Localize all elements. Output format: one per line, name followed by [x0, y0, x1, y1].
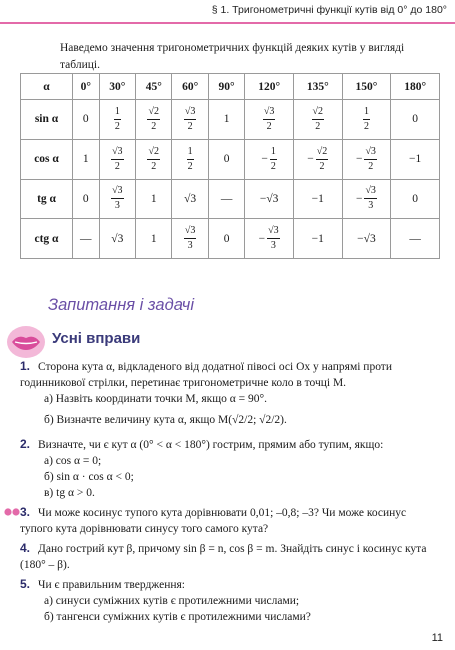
table-header-cell: α: [21, 74, 73, 100]
problem-statement: [20, 358, 440, 391]
fraction: [111, 147, 124, 172]
fraction: [263, 107, 276, 132]
problem-number: 4.: [20, 541, 31, 555]
table-cell: —: [208, 179, 244, 219]
fraction-denominator: 2: [266, 120, 272, 132]
fraction: [270, 147, 277, 172]
lips-icon: [6, 324, 46, 360]
table-cell: [172, 219, 208, 259]
table-cell: [342, 139, 391, 179]
table-cell: 1: [208, 100, 244, 140]
fraction-denominator: 2: [151, 120, 157, 132]
table-header-cell: 150°: [342, 74, 391, 100]
fraction: [364, 186, 377, 211]
table-cell: [136, 100, 172, 140]
fraction-denominator: 2: [187, 160, 193, 172]
fraction-numerator: 1: [187, 147, 194, 160]
problems-list: [20, 358, 440, 628]
oral-exercises-title: Усні вправи: [52, 330, 141, 347]
fraction-denominator: 3: [270, 240, 276, 252]
problem-number: 2.: [20, 437, 31, 451]
problem-item: [20, 576, 440, 625]
problem-statement: [20, 540, 440, 573]
function-name-cell: ctg α: [21, 219, 73, 259]
header-rule: [0, 22, 455, 24]
table-cell: −√3: [245, 179, 294, 219]
problem-statement: [20, 504, 440, 537]
table-header-row: [21, 74, 440, 100]
problem-subitem: а) cos α = 0;: [44, 455, 102, 467]
fraction: [364, 147, 377, 172]
page-number: 11: [431, 632, 443, 644]
table-header-cell: 45°: [136, 74, 172, 100]
table-cell: [99, 100, 135, 140]
fraction: [147, 107, 160, 132]
table-header-cell: 60°: [172, 74, 208, 100]
problem-subitem: в) tg α > 0.: [44, 487, 95, 499]
fraction-numerator: √3: [184, 226, 197, 239]
fraction-numerator: √3: [111, 147, 124, 160]
fraction-denominator: 3: [187, 240, 193, 252]
table-cell: √3: [172, 179, 208, 219]
table-cell: [342, 100, 391, 140]
table-cell: [245, 139, 294, 179]
table-cell: 1: [136, 179, 172, 219]
fraction: [147, 147, 160, 172]
minus-sign: −: [307, 153, 314, 166]
problem-subitem: а) синуси суміжних кутів є протилежними числами;: [44, 595, 300, 607]
table-header-cell: 0°: [73, 74, 100, 100]
table-row: [21, 219, 440, 259]
table-cell: [99, 139, 135, 179]
fraction-denominator: 2: [319, 160, 325, 172]
table-cell: 1: [136, 219, 172, 259]
table-cell: [245, 100, 294, 140]
trig-values-table: [20, 73, 440, 259]
table-cell: [293, 100, 342, 140]
minus-sign: −: [258, 232, 266, 245]
table-row: [21, 139, 440, 179]
fraction: [267, 226, 280, 251]
running-header-text: § 1. Тригонометричні функції кутів від 0° до 180°: [211, 4, 447, 16]
fraction: [363, 107, 370, 132]
fraction-denominator: 2: [114, 120, 120, 132]
function-name-cell: tg α: [21, 179, 73, 219]
problem-number: 5.: [20, 577, 31, 591]
fraction: [184, 107, 197, 132]
intro-paragraph: Наведемо значення тригонометричних функцій деяких кутів у вигляді таблиці.: [60, 42, 405, 71]
problem-text: Дано гострий кут β, причому sin β = n, cos β = m. Знайдіть синус і косинус кута (180° – β).: [20, 543, 427, 571]
fraction: [312, 107, 325, 132]
problem-subitem: а) Назвіть координати точки M, якщо α = 90°.: [44, 393, 267, 405]
fraction-numerator: √2: [312, 107, 325, 120]
table-header-cell: 180°: [391, 74, 440, 100]
fraction-denominator: 2: [151, 160, 157, 172]
table-row: [21, 179, 440, 219]
table-cell: [172, 139, 208, 179]
fraction-denominator: 2: [187, 120, 193, 132]
table-cell: −1: [293, 179, 342, 219]
problem-item: [20, 540, 440, 573]
table-cell: −1: [391, 139, 440, 179]
table-cell: [99, 179, 135, 219]
table-cell: [245, 219, 294, 259]
table-row: [21, 100, 440, 140]
table-header-cell: 90°: [208, 74, 244, 100]
problem-number: 1.: [20, 359, 31, 373]
table-cell: 0: [391, 179, 440, 219]
table-cell: 0: [208, 219, 244, 259]
table-cell: [293, 139, 342, 179]
fraction-numerator: √3: [364, 186, 377, 199]
fraction: [316, 147, 329, 172]
fraction: [184, 226, 197, 251]
table-cell: [342, 179, 391, 219]
fraction: [187, 147, 194, 172]
problem-statement: [20, 576, 440, 593]
problem-number: 3.: [20, 505, 31, 519]
table-cell: —: [391, 219, 440, 259]
fraction-numerator: 1: [114, 107, 121, 120]
problem-item: [20, 504, 440, 537]
table-cell: √3: [99, 219, 135, 259]
table-header-cell: 135°: [293, 74, 342, 100]
problem-text: Визначте, чи є кут α (0° < α < 180°) гострим, прямим або тупим, якщо:: [38, 439, 384, 451]
minus-sign: −: [355, 192, 363, 205]
problem-text: Чи є правильним твердження:: [38, 579, 185, 591]
fraction-denominator: 2: [368, 160, 374, 172]
section-title: Запитання і задачі: [48, 296, 194, 314]
problem-subitem: б) Визначте величину кута α, якщо M(√2/2; √2/2).: [44, 414, 287, 426]
fraction-denominator: 2: [363, 120, 369, 132]
fraction-numerator: √3: [263, 107, 276, 120]
fraction-numerator: √3: [111, 186, 124, 199]
problem-item: [20, 436, 440, 501]
running-header: [0, 0, 455, 24]
fraction-denominator: 2: [315, 120, 321, 132]
problem-text: Сторона кута α, відкладеного від додатної півосі осі Ox у напрямі проти годинникової стрілки, перетинає тригонометричне коло в точці M.: [20, 361, 392, 389]
fraction-numerator: √2: [147, 107, 160, 120]
table-cell: 0: [391, 100, 440, 140]
minus-sign: −: [355, 153, 363, 166]
fraction-numerator: √2: [147, 147, 160, 160]
function-name-cell: sin α: [21, 100, 73, 140]
fraction-numerator: √2: [316, 147, 329, 160]
problem-subitem: б) sin α · cos α < 0;: [44, 471, 134, 483]
table-cell: —: [73, 219, 100, 259]
difficulty-dots-icon: [4, 507, 24, 517]
table-cell: −√3: [342, 219, 391, 259]
table-cell: 0: [208, 139, 244, 179]
fraction-denominator: 2: [114, 160, 120, 172]
table-cell: [172, 100, 208, 140]
fraction-numerator: √3: [364, 147, 377, 160]
table-header-cell: 30°: [99, 74, 135, 100]
table-cell: −1: [293, 219, 342, 259]
table-header-cell: 120°: [245, 74, 294, 100]
problem-statement: [20, 436, 440, 453]
fraction-denominator: 2: [270, 160, 276, 172]
table-cell: 0: [73, 100, 100, 140]
fraction-denominator: 3: [114, 200, 120, 212]
table-cell: 1: [73, 139, 100, 179]
minus-sign: −: [261, 153, 268, 166]
function-name-cell: cos α: [21, 139, 73, 179]
fraction-numerator: 1: [270, 147, 277, 160]
problem-text: Чи може косинус тупого кута дорівнювати 0,01; –0,8; –3? Чи може косинус тупого кута дорівнювати синусу того самого кута?: [20, 507, 407, 535]
table-cell: [136, 139, 172, 179]
problem-item: [20, 358, 440, 433]
fraction: [114, 107, 121, 132]
fraction-denominator: 3: [368, 200, 374, 212]
problem-subitem: б) тангенси суміжних кутів є протилежними числами?: [44, 611, 311, 623]
fraction-numerator: √3: [184, 107, 197, 120]
fraction: [111, 186, 124, 211]
fraction-numerator: 1: [363, 107, 370, 120]
table-cell: 0: [73, 179, 100, 219]
fraction-numerator: √3: [267, 226, 280, 239]
